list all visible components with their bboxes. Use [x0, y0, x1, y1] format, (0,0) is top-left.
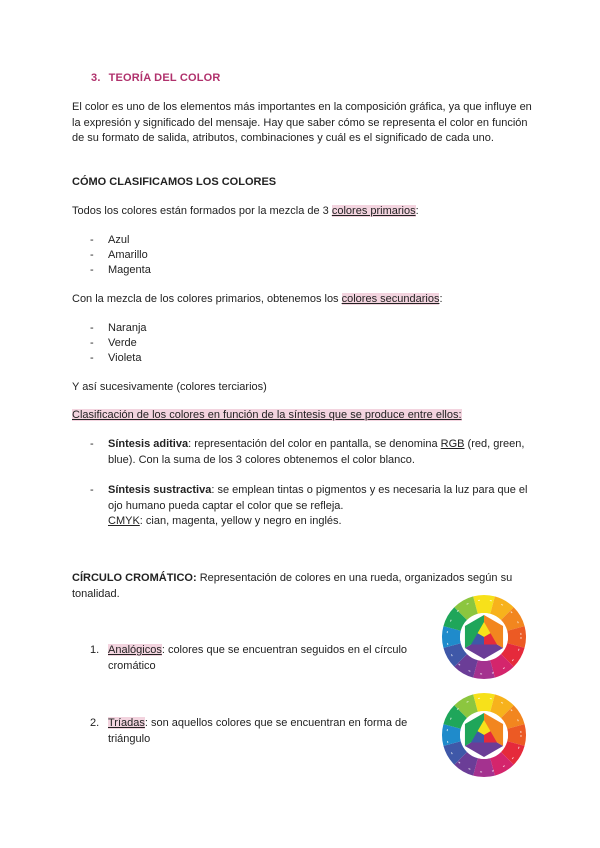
cmyk-link[interactable]: CMYK	[108, 515, 140, 527]
color-wheel-analogous-image	[441, 594, 527, 680]
list-item: - Azul	[90, 234, 130, 246]
additive-synthesis-item: - Síntesis aditiva: representación del color en pantalla, se denomina RGB (red, green, blue). Con la suma de los 3 colores obtenemos el color blanco.	[90, 438, 525, 466]
primary-colors-text: Todos los colores están formados por la mezcla de 3 colores primarios:	[72, 205, 419, 217]
secondary-colors-link[interactable]: colores secundarios	[341, 293, 440, 305]
tertiary-colors-text: Y así sucesivamente (colores terciarios)	[72, 381, 267, 393]
color-wheel-triad-image	[441, 692, 527, 778]
secondary-colors-text: Con la mezcla de los colores primarios, obtenemos los colores secundarios:	[72, 293, 443, 305]
list-item: - Violeta	[90, 352, 142, 364]
subtractive-synthesis-item: - Síntesis sustractiva: se emplean tintas o pigmentos y es necesaria la luz para que el ojo humano pueda captar el color que se refleja. CMYK: cian, magenta, yellow y negro en inglés.	[90, 484, 528, 527]
list-item: - Amarillo	[90, 249, 148, 261]
secondary-colors-list	[90, 321, 147, 366]
triads-link[interactable]: Tríadas	[108, 717, 145, 729]
list-item: - Magenta	[90, 264, 151, 276]
section-title: 3. TEORÍA DEL COLOR	[91, 72, 221, 84]
list-item: - Naranja	[90, 322, 147, 334]
color-wheel-paragraph: CÍRCULO CROMÁTICO: Representación de colores en una rueda, organizados según su tonalidad.	[72, 572, 513, 600]
primary-colors-link[interactable]: colores primarios	[331, 205, 416, 217]
analogous-item: 1. Analógicos: colores que se encuentran seguidos en el círculo cromático	[90, 644, 408, 672]
classification-heading: CÓMO CLASIFICAMOS LOS COLORES	[72, 176, 277, 188]
synthesis-heading: Clasificación de los colores en función de la síntesis que se produce entre ellos:	[72, 409, 462, 421]
triads-item: 2. Tríadas: son aquellos colores que se encuentran en forma de triángulo	[90, 717, 408, 745]
primary-colors-list	[90, 233, 151, 278]
intro-paragraph: El color es uno de los elementos más importantes en la composición gráfica, ya que influye en la expresión y significado del mensaje. Hay que saber cómo se representa el color en función de su formato de salida, atributos, combinaciones y cuál es el significado de cada uno.	[72, 101, 532, 144]
rgb-link[interactable]: RGB	[440, 438, 465, 450]
list-item: - Verde	[90, 337, 137, 349]
analogous-link[interactable]: Analógicos	[108, 644, 162, 656]
